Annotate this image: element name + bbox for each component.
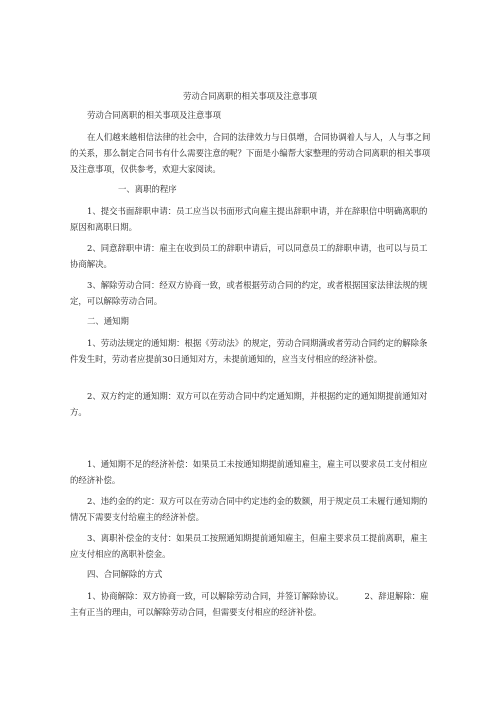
section-heading-procedure: 一、离职的程序 (118, 184, 177, 194)
intro-paragraph: 在人们越来越相信法律的社会中，合同的法律效力与日俱增，合同协调着人与人，人与事之间的关系，那么制定合同书有什么需要注意的呢？下面是小编帮大家整理的劳动合同离职的相关事项及注意事项，仅供参考，欢迎大家阅读。 (70, 132, 431, 174)
notice-item-1: 1、劳动法规定的通知期：根据《劳动法》的规定，劳动合同期满或者劳动合同约定的解除条件发生时，劳动者应提前30日通知对方，未提前通知的，应当支付相应的经济补偿。 (70, 338, 428, 364)
notice-item-2: 2、双方约定的通知期：双方可以在劳动合同中约定通知期，并根据约定的通知期提前通知对方。 (70, 391, 428, 417)
procedure-item-3: 3、解除劳动合同：经双方协商一致，或者根据劳动合同的约定，或者根据国家法律法规的规定，可以解除劳动合同。 (70, 280, 428, 306)
compensation-item-1: 1、通知期不足的经济补偿：如果员工未按通知期提前通知雇主，雇主可以要求员工支付相应的经济补偿。 (70, 459, 428, 485)
procedure-item-2: 2、同意辞职申请：雇主在收到员工的辞职申请后，可以同意员工的辞职申请，也可以与员工协商解决。 (70, 243, 428, 269)
section-heading-notice-period: 二、通知期 (87, 316, 129, 326)
termination-item-1: 1、协商解除：双方协商一致，可以解除劳动合同，并签订解除协议。 2、辞退解除：雇主有正当的理由，可以解除劳动合同，但需要支付相应的经济补偿。 (70, 591, 429, 617)
compensation-item-2: 2、违约金的约定：双方可以在劳动合同中约定违约金的数额，用于规定员工未履行通知期的情况下需要支付给雇主的经济补偿。 (70, 496, 428, 522)
section-heading-termination: 四、合同解除的方式 (87, 569, 163, 579)
document-title: 劳动合同离职的相关事项及注意事项 (183, 91, 317, 101)
procedure-item-1: 1、提交书面辞职申请：员工应当以书面形式向雇主提出辞职申请，并在辞职信中明确离职的原因和离职日期。 (70, 206, 428, 232)
compensation-item-3: 3、离职补偿金的支付：如果员工按照通知期提前通知雇主，但雇主要求员工提前离职，雇主应支付相应的离职补偿金。 (70, 533, 428, 559)
document-subtitle: 劳动合同离职的相关事项及注意事项 (87, 110, 221, 120)
